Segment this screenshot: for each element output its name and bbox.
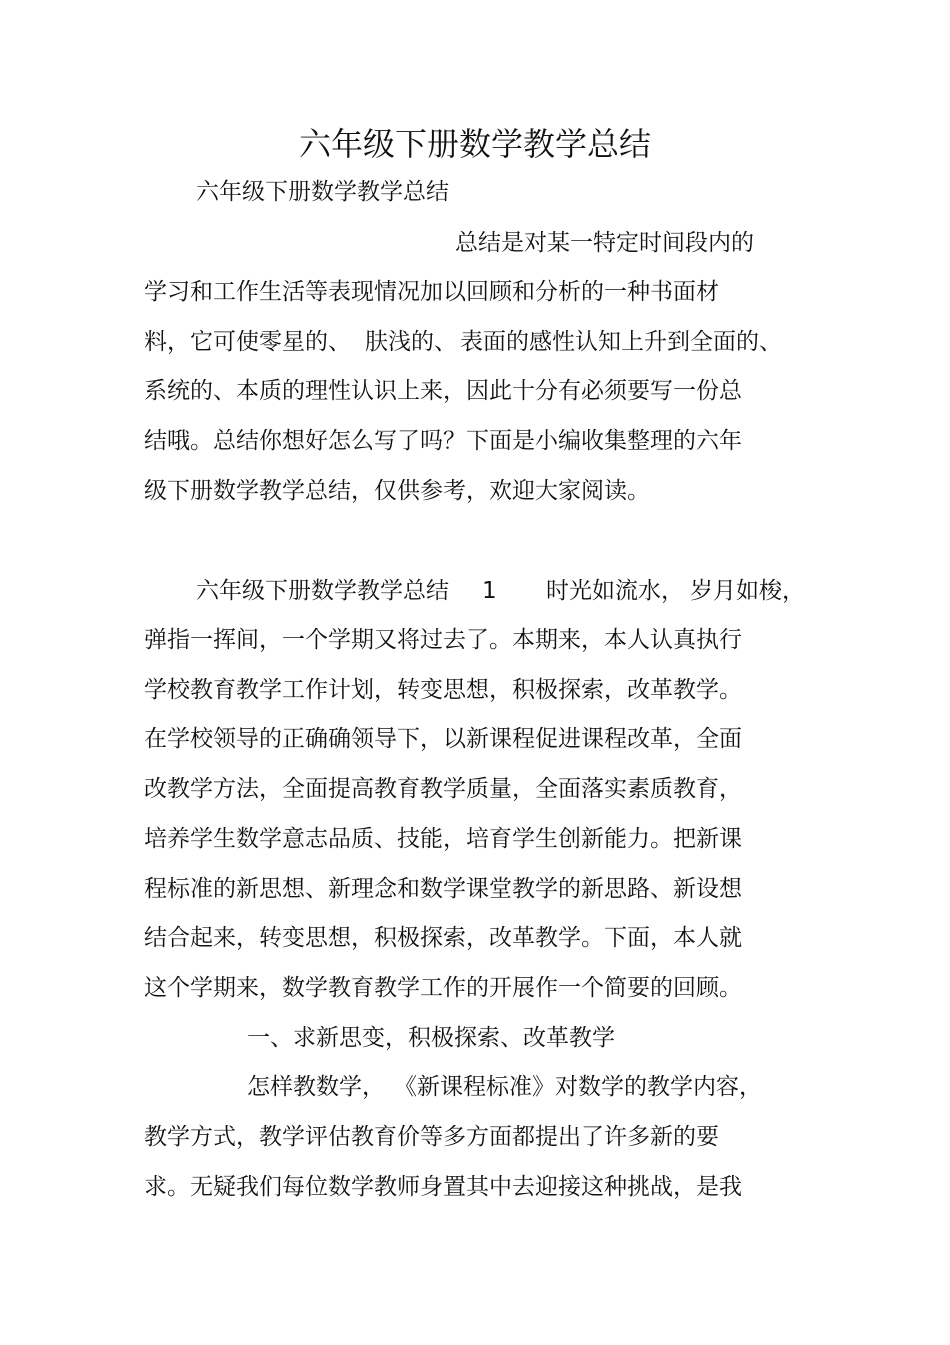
intro-line-2: 学习和工作生活等表现情况加以回顾和分析的一种书面材	[144, 279, 719, 305]
section1-line-1: 弹指一挥间，一个学期又将过去了。本期来，本人认真执行	[144, 627, 742, 653]
section1-heading	[196, 575, 806, 607]
intro-line-5: 结哦。总结你想好怎么写了吗？下面是小编收集整理的六年	[144, 428, 742, 454]
intro-line-3	[144, 326, 794, 358]
section1-line-6: 程标准的新思想、新理念和数学课堂教学的新思路、新设想	[144, 876, 742, 902]
section1-line-3: 在学校领导的正确确领导下，以新课程促进课程改革，全面	[144, 726, 742, 752]
intro-line-3-part-b: 肤浅的、	[365, 329, 457, 355]
intro-line-6: 级下册数学教学总结，仅供参考，欢迎大家阅读。	[144, 478, 650, 504]
section1-line-2: 学校教育教学工作计划，转变思想，积极探索，改革教学。	[144, 677, 742, 703]
subsection1-first-line-b: 《新课程标准》对数学的教学内容，	[394, 1074, 762, 1100]
subsection1-line-3: 求。无疑我们每位数学教师身置其中去迎接这种挑战，是我	[144, 1174, 742, 1200]
document-title: 六年级下册数学教学总结	[298, 125, 651, 163]
section1-line-5: 培养学生数学意志品质、技能，培育学生创新能力。把新课	[144, 826, 742, 852]
section1-heading-tail-b: 岁月如梭，	[690, 578, 805, 604]
section1-heading-tail-a: 时光如流水，	[546, 578, 684, 604]
intro-line-3-part-c: 表面的感性认知上升到全面的、	[460, 329, 782, 355]
intro-line-1: 总结是对某一特定时间段内的	[455, 230, 754, 256]
section1-heading-text: 六年级下册数学教学总结	[196, 578, 449, 604]
subsection1-first-line	[247, 1071, 797, 1103]
section1-line-7: 结合起来，转变思想，积极探索，改革教学。下面，本人就	[144, 925, 742, 951]
subsection1-heading: 一、求新思变，积极探索、改革教学	[247, 1025, 615, 1051]
subsection1-line-2: 教学方式，教学评估教育价等多方面都提出了许多新的要	[144, 1124, 719, 1150]
section1-line-8: 这个学期来，数学教育教学工作的开展作一个简要的回顾。	[144, 975, 742, 1001]
section1-heading-number: 1	[482, 578, 497, 604]
intro-line-4: 系统的、本质的理性认识上来，因此十分有必须要写一份总	[144, 378, 742, 404]
intro-line-3-part-a: 料，它可使零星的、	[144, 329, 351, 355]
subsection1-first-line-a: 怎样教数学，	[247, 1074, 385, 1100]
document-subtitle: 六年级下册数学教学总结	[196, 179, 449, 205]
section1-line-4: 改教学方法，全面提高教育教学质量，全面落实素质教育，	[144, 776, 742, 802]
